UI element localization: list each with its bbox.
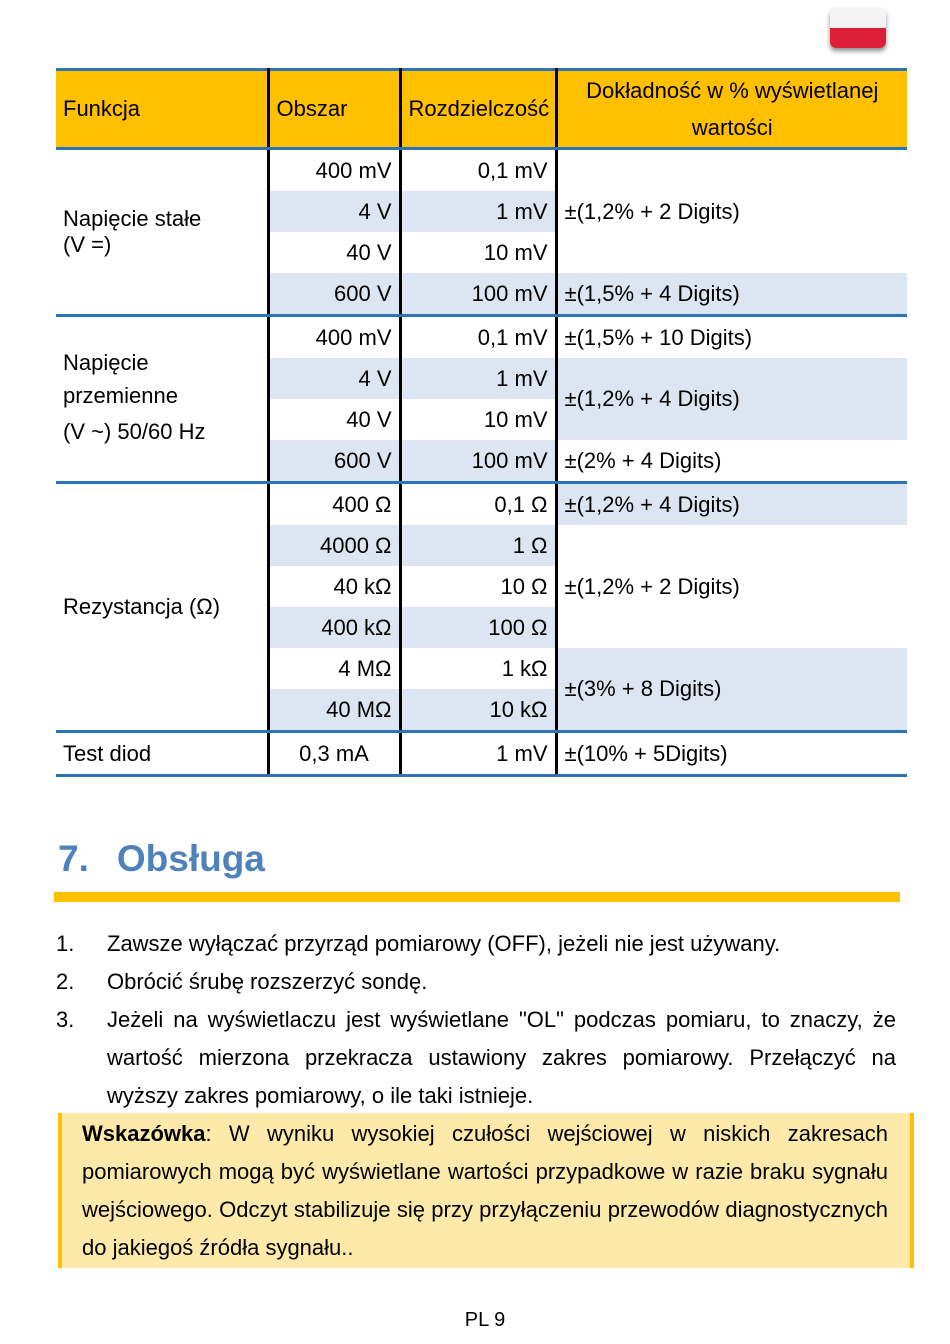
resolution-cell: 1 mV: [400, 358, 556, 399]
function-label: (V =): [63, 232, 112, 257]
resolution-cell: 10 Ω: [400, 566, 556, 607]
resolution-cell: 100 mV: [400, 440, 556, 483]
function-cell-dc-voltage: [56, 149, 268, 316]
page-number: PL 9: [464, 1309, 506, 1331]
range-cell: 0,3 mA: [268, 732, 400, 776]
step-text: Obrócić śrubę rozszerzyć sondę.: [107, 969, 428, 994]
list-item: [56, 963, 896, 1001]
range-cell: 40 MΩ: [268, 689, 400, 732]
resolution-cell: 10 mV: [400, 399, 556, 440]
function-label: (V ~) 50/60 Hz: [63, 419, 206, 444]
operation-steps-list: [56, 925, 896, 1115]
range-cell: 4 V: [268, 358, 400, 399]
step-text: Zawsze wyłączać przyrząd pomiarowy (OFF), jeżeli nie jest używany.: [107, 931, 781, 956]
range-cell: 4 V: [268, 191, 400, 232]
step-text: Jeżeli na wyświetlaczu jest wyświetlane "OL" podczas pomiaru, to znaczy, że wartość mierzona przekracza ustawiony zakres pomiarowy. Przełączyć na wyższy zakres pomiarowy, o ile taki istnieje.: [107, 1007, 896, 1108]
table-row: [56, 316, 907, 359]
hint-label: Wskazówka: [82, 1121, 206, 1146]
function-label: Napięcie stałe: [63, 206, 202, 231]
resolution-cell: 1 kΩ: [400, 648, 556, 689]
accuracy-cell: ±(3% + 8 Digits): [556, 648, 907, 732]
column-header-accuracy: Dokładność w % wyświetlanej wartości: [556, 70, 907, 149]
accuracy-cell: ±(1,2% + 2 Digits): [556, 525, 907, 648]
section-number: 7.: [58, 838, 89, 879]
column-header-resolution: Rozdzielczość: [400, 70, 556, 149]
resolution-cell: 1 mV: [400, 191, 556, 232]
range-cell: 4 MΩ: [268, 648, 400, 689]
resolution-cell: 0,1 mV: [400, 316, 556, 359]
step-number: 1.: [56, 931, 75, 956]
accuracy-cell: ±(1,2% + 2 Digits): [556, 149, 907, 274]
function-cell-ac-voltage: [56, 316, 268, 483]
accuracy-cell: ±(1,2% + 4 Digits): [556, 358, 907, 440]
function-cell-resistance: [56, 483, 268, 732]
resolution-cell: 1 mV: [400, 732, 556, 776]
resolution-cell: 10 kΩ: [400, 689, 556, 732]
range-cell: 400 mV: [268, 149, 400, 192]
resolution-cell: 100 Ω: [400, 607, 556, 648]
step-number: 3.: [56, 1007, 75, 1032]
hint-text: : W wyniku wysokiej czułości wejściowej w niskich zakresach pomiarowych mogą być wyświetlane wartości przypadkowe w razie braku sygnału wejściowego. Odczyt stabilizuje się przy przyłączeniu przewodów diagnostycznych do jakiegoś źródła sygnału..: [82, 1121, 888, 1260]
section-heading: [58, 838, 265, 880]
function-label: przemienne: [63, 383, 178, 408]
range-cell: 400 Ω: [268, 483, 400, 526]
accuracy-cell: ±(2% + 4 Digits): [556, 440, 907, 483]
range-cell: 40 kΩ: [268, 566, 400, 607]
section-title: Obsługa: [116, 838, 265, 879]
function-cell-diode-test: Test diod: [56, 732, 268, 776]
range-cell: 400 mV: [268, 316, 400, 359]
range-cell: 4000 Ω: [268, 525, 400, 566]
list-item: [56, 925, 896, 963]
list-item: [56, 1001, 896, 1115]
function-label: Napięcie: [63, 350, 149, 375]
accuracy-cell: ±(1,5% + 4 Digits): [556, 273, 907, 316]
resolution-cell: 0,1 mV: [400, 149, 556, 192]
accuracy-cell: ±(1,2% + 4 Digits): [556, 483, 907, 526]
accuracy-cell: ±(10% + 5Digits): [556, 732, 907, 776]
range-cell: 40 V: [268, 399, 400, 440]
accuracy-cell: ±(1,5% + 10 Digits): [556, 316, 907, 359]
hint-box: [58, 1113, 914, 1268]
range-cell: 400 kΩ: [268, 607, 400, 648]
section-divider: [54, 892, 900, 902]
poland-flag-icon: [830, 8, 886, 48]
table-row: [56, 732, 907, 776]
range-cell: 40 V: [268, 232, 400, 273]
step-number: 2.: [56, 969, 75, 994]
range-cell: 600 V: [268, 273, 400, 316]
resolution-cell: 0,1 Ω: [400, 483, 556, 526]
table-row: [56, 149, 907, 192]
range-cell: 600 V: [268, 440, 400, 483]
resolution-cell: 100 mV: [400, 273, 556, 316]
resolution-cell: 1 Ω: [400, 525, 556, 566]
function-label: Rezystancja (Ω): [63, 594, 221, 619]
resolution-cell: 10 mV: [400, 232, 556, 273]
column-header-function: Funkcja: [56, 70, 268, 149]
table-row: [56, 483, 907, 526]
column-header-range: Obszar: [268, 70, 400, 149]
specification-table: [56, 68, 907, 777]
table-header-row: [56, 70, 907, 149]
